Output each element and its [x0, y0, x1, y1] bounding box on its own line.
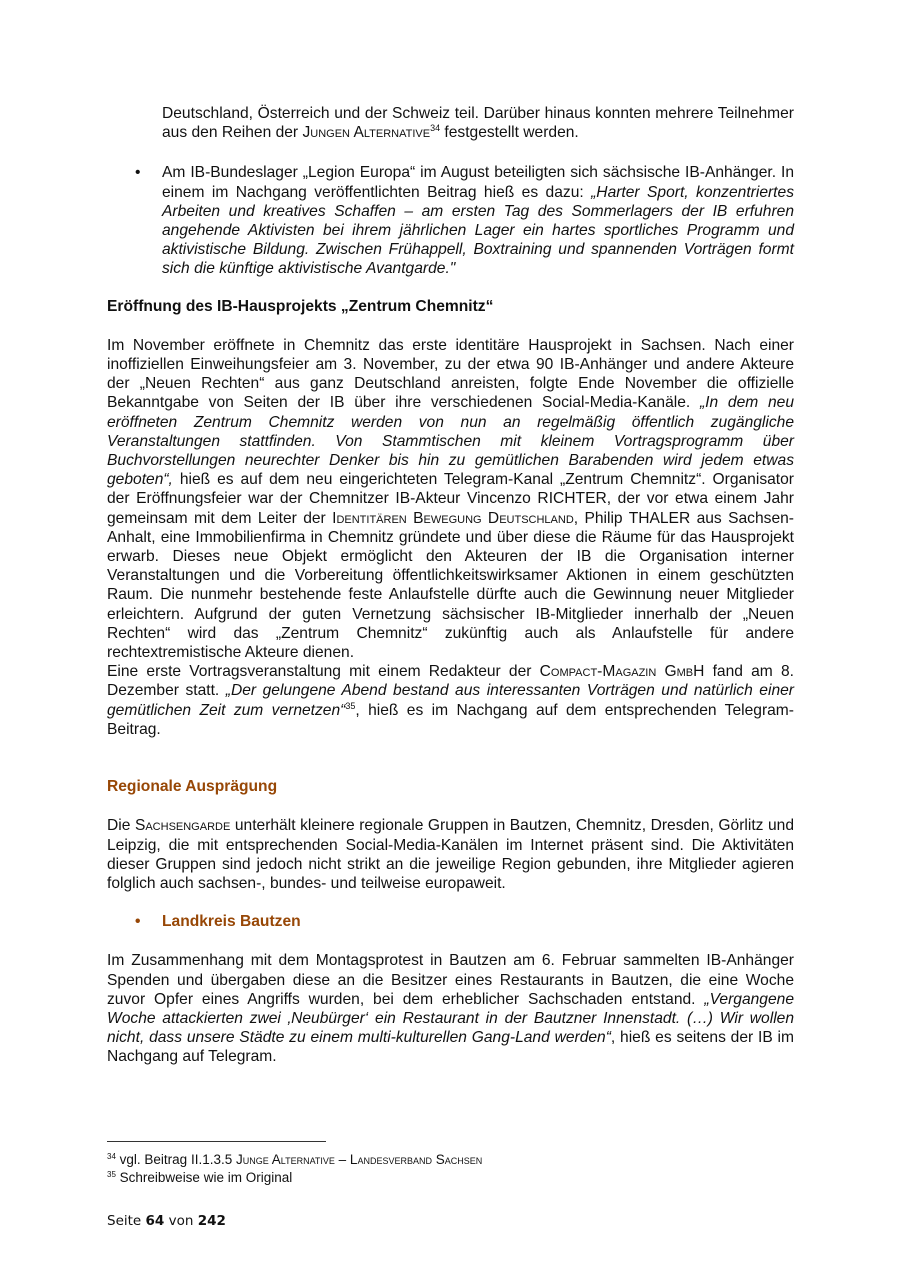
- footnote-number: 35: [107, 1170, 116, 1179]
- paragraph-text: , hieß es seitens der IB im Nachgang auf Telegram.: [107, 1029, 794, 1066]
- page-label: Seite: [107, 1213, 146, 1229]
- bullet-icon: •: [135, 913, 141, 931]
- org-name: Jungen Alternative: [302, 124, 431, 142]
- quote: „Der gelungene Abend bestand aus interessanten Vorträgen und natürlich einer gemütlichen Zeit zum vernetzen“: [107, 682, 794, 719]
- footnote-number: 34: [107, 1152, 116, 1161]
- document-body: [107, 104, 794, 1067]
- paragraph-text: hieß es auf dem neu eingerichteten Telegram-Kanal „Zentrum Chemnitz“. Organisator der Eröffnungsfeier war der Chemnitzer IB-Akteur Vincenzo RICHTER, der vor etwa einem Jahr gemeinsam mit dem Leiter der: [107, 471, 794, 527]
- footnote-ref-34[interactable]: 34: [430, 123, 441, 134]
- subheading-landkreis-bautzen: [135, 912, 794, 931]
- paragraph-text: Im Zusammenhang mit dem Montagsprotest in Bautzen am 6. Februar sammelten IB-Anhänger Spenden und übergaben diese an die Besitzer eines Restaurants in Bautzen, die eine Woche zuvor Opfer eines Angriffs wurden, bei dem erheblicher Sachschaden entstand.: [107, 952, 794, 1008]
- footnote-ref-35[interactable]: 35: [345, 700, 356, 711]
- section-heading-zentrum-chemnitz: Eröffnung des IB-Hausprojekts „Zentrum Chemnitz“: [107, 297, 494, 315]
- paragraph-text: , hieß es im Nachgang auf dem entsprechenden Telegram-Beitrag.: [107, 701, 794, 738]
- paragraph-text: fand am 8. Dezember statt.: [107, 663, 794, 700]
- bullet-icon: •: [135, 164, 141, 182]
- footnote-text: Schreibweise wie im Original: [115, 1170, 293, 1185]
- org-name: Compact-Magazin GmbH: [539, 663, 705, 681]
- page-of: von: [164, 1213, 198, 1229]
- paragraph-sachsengarde: [107, 816, 794, 893]
- org-name: Identitären Bewegung Deutschland: [332, 509, 574, 527]
- footnote-text: vgl. Beitrag II.1.3.5: [115, 1152, 236, 1167]
- paragraph-text: unterhält kleinere regionale Gruppen in Bautzen, Chemnitz, Dresden, Görlitz und Leipzig, die mit entsprechenden Social-Media-Kanälen im Internet präsent sind. Die Aktivitäten dieser Gruppen sind jedoch nicht strikt an die jeweilige Region gebunden, ihre Mitglieder agieren folglich auch sachsen-, bundes- und teilweise europaweit.: [107, 817, 795, 892]
- intro-text: Deutschland, Österreich und der Schweiz teil. Darüber hinaus konnten mehrere Teilnehmer aus den Reihen der: [162, 105, 794, 142]
- paragraph-bautzen: [107, 951, 794, 1066]
- paragraph-zentrum-chemnitz: [107, 336, 794, 662]
- section-heading-regionale-auspraegung: Regionale Ausprägung: [107, 778, 278, 796]
- bullet-quote: „Harter Sport, konzentriertes Arbeiten und kreatives Schaffen – am ersten Tag des Sommerlagers der IB erfuhren angehende Aktivisten bei ihrem jährlichen Lager ein hartes sportliches Programm und aktivistische Bildung. Zwischen Frühappell, Boxtraining und spannenden Vorträgen formt sich die künftige aktivistische Avantgarde.": [162, 183, 794, 278]
- paragraph-text: , Philip THALER aus Sachsen-Anhalt, eine Immobilienfirma in Chemnitz gründete und über diese die Räume für das Hausprojekt erwarb. Dieses neue Objekt ermöglicht den Akteuren der IB die Organisation interner Veranstaltungen und die Vorbereitung öffentlichkeitswirksamer Aktionen in einem geschützten Raum. Die nunmehr bestehende feste Anlaufstelle dürfte auch die Gewinnung neuer Mitglieder erleichtern. Aufgrund der guten Vernetzung sächsischer IB-Mitglieder innerhalb der „Neuen Rechten“ wird das „Zentrum Chemnitz“ zukünftig auch als Anlaufstelle für andere rechtextremistische Akteure dienen.: [107, 509, 794, 662]
- paragraph-text: Eine erste Vortragsveranstaltung mit einem Redakteur der: [107, 663, 540, 681]
- quote: „Vergangene Woche attackierten zwei ‚Neubürger‘ ein Restaurant in der Bautzner Innenstadt. (…) Wir wollen nicht, dass unsere Städte zu einem multi-kulturellen Gang-Land werden“: [107, 990, 794, 1047]
- footnotes: [107, 1151, 797, 1187]
- org-name: Sachsengarde: [134, 817, 231, 835]
- bullet-text: [162, 163, 794, 278]
- bullet-item-bundeslager: [135, 163, 794, 278]
- page-number: [107, 1212, 226, 1230]
- intro-text-end: festgestellt werden.: [440, 124, 579, 142]
- footnote-34: [107, 1151, 797, 1169]
- subheading-label: Landkreis Bautzen: [162, 913, 301, 931]
- org-name: Junge Alternative – Landesverband Sachsen: [235, 1152, 483, 1167]
- quote: „In dem neu eröffneten Zentrum Chemnitz werden von nun an regelmäßig öffentlich zugängliche Veranstaltungen stattfinden. Von Stammtischen mit kleinem Vortragsprogramm über Buchvorstellungen neurechter Denker bis hin zu gemütlichen Barabenden wird jedem etwas geboten“,: [107, 394, 794, 489]
- bullet-text-plain: Am IB-Bundeslager „Legion Europa“ im August beteiligten sich sächsische IB-Anhänger. In einem im Nachgang veröffentlichten Beitrag hieß es dazu:: [162, 164, 794, 201]
- footnote-divider: [107, 1141, 326, 1142]
- paragraph-vortragsveranstaltung: [107, 662, 794, 739]
- paragraph-text: Im November eröffnete in Chemnitz das erste identitäre Hausprojekt in Sachsen. Nach einer inoffiziellen Einweihungsfeier am 3. November, zu der etwa 90 IB-Anhänger und andere Akteure der „Neuen Rechten“ aus ganz Deutschland anreisten, folgte Ende November die offizielle Bekanntgabe von Seiten der IB über ihre verschiedenen Social-Media-Kanäle.: [107, 336, 794, 412]
- current-page: 64: [145, 1213, 165, 1229]
- paragraph-text: Die: [107, 817, 135, 835]
- total-pages: 242: [197, 1213, 226, 1229]
- intro-paragraph: [162, 104, 794, 142]
- footnote-35: [107, 1169, 797, 1187]
